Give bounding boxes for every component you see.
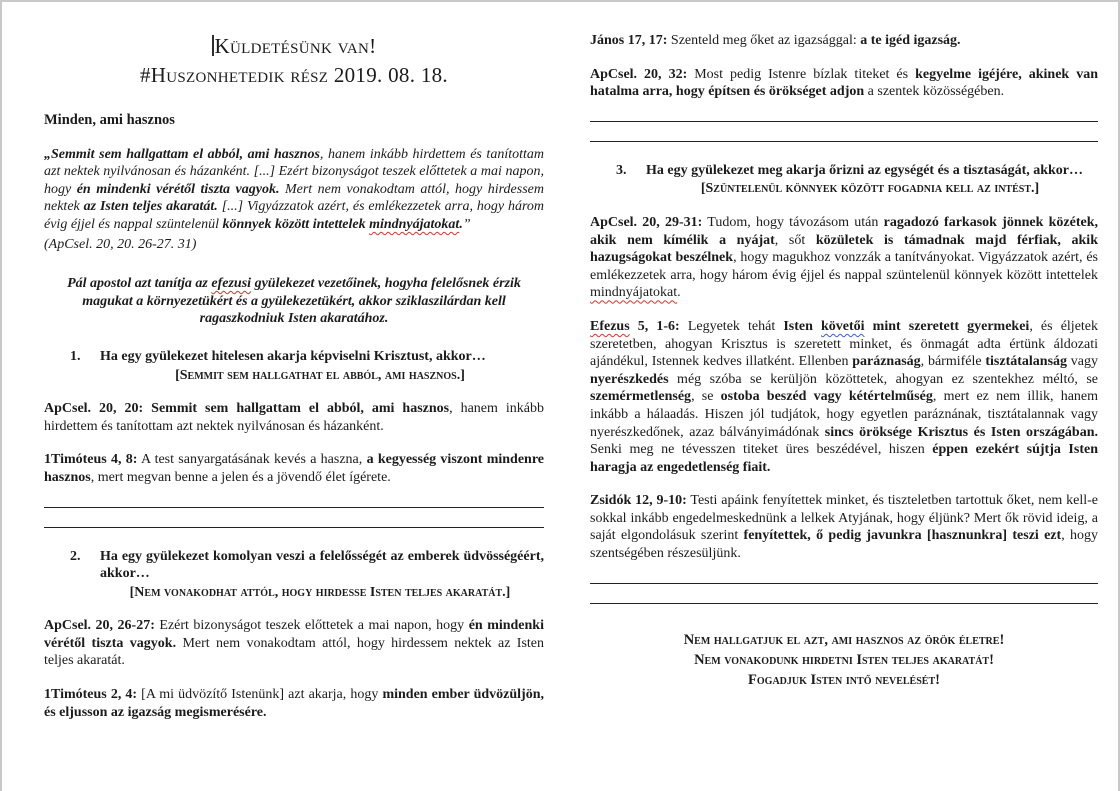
text-run: Ha egy gyülekezet hitelesen akarja képviselni Krisztust, akkor… (100, 348, 486, 364)
doc-title[interactable] (44, 32, 544, 90)
list-number: 1. (70, 348, 81, 364)
doc-title-line-1 (44, 32, 544, 61)
text-run: , hogy szentségében részesüljünk. (590, 528, 1098, 562)
text-run: . (459, 216, 463, 232)
spellchecked-word: mindnyájatokat (590, 285, 678, 301)
text-cursor-caret (212, 35, 214, 56)
verse-apcsel-20-20[interactable] (44, 400, 544, 435)
text-run: , hanem inkább hirdettem és tanítottam azt nektek nyilvánosan és házanként. [...] Ezért bizonyságot teszek előttetek a mai napon, hogy (44, 146, 544, 197)
text-run: éppen ezekért sújtja Isten haragja az engedetlenség fiait. (590, 442, 1098, 475)
text-run: Pál apostol azt tanítja az (67, 276, 212, 292)
fill-in-line[interactable] (44, 508, 544, 528)
spellchecked-word: mindnyájatokat (369, 216, 460, 232)
text-run: Legyetek tehát (679, 318, 784, 334)
verse-apcsel-20-26-27[interactable] (44, 617, 544, 670)
text-run: , hogy magukhoz vonzzák a tanítványokat. Vigyázzatok azért, és emlékezzetek arra, hogy három évig éjjel és nappal szüntelenül könnyek között intettelek (590, 250, 1098, 283)
verse-janos-17-17[interactable] (590, 32, 1098, 50)
text-run: ” (462, 216, 471, 232)
text-run: Zsidók 12, 9-10: (590, 493, 687, 509)
list-number: 3. (616, 162, 627, 178)
text-run: ApCsel. 20, 20: Semmit sem hallgattam el abból, ami hasznos (44, 401, 450, 417)
text-run: Isten (783, 318, 821, 334)
text-run: Szenteld meg őket az igazsággal: (667, 33, 861, 48)
text-run: Testi apáink fenyítettek minket, és tiszteletben tartottuk őket, nem kell-e sokkal inkább engedelmeskednünk a lelkek Atyjának, hogy éljünk? Mert ők rövid ideig, a saját elgondolásuk szerint (590, 493, 1099, 544)
text-run: [Semmit sem hallgathat el abból, ami hasznos.] (175, 367, 465, 383)
text-run: fenyítettek, ő pedig javunkra [hasznunkra] teszi ezt (743, 528, 1062, 544)
point-3-answer[interactable] (590, 180, 1098, 198)
verse-zsidok-12-9-10[interactable] (590, 492, 1098, 562)
text-run: , hanem inkább hirdettem és tanítottam azt nektek nyilvánosan és házanként. (44, 401, 544, 434)
closing-line-1: Nem hallgatjuk el azt, ami hasznos az örök életre! (683, 631, 1005, 648)
text-run: minden ember üdvözüljön, és eljusson az igazság megismerésére. (44, 687, 544, 720)
text-run: , mert ez nem illik, hanem inkább a hálaadás. Hiszen jól tudjátok, hogy egyetlen paráznának, tisztátalannak vagy nyerészkedőnek, azaz bálványimádónak (590, 389, 1099, 440)
text-run: a kegyesség viszont mindenre hasznos (44, 452, 545, 485)
summary-statement[interactable] (44, 275, 544, 328)
text-run: [A mi üdvözítő Istenünk] azt akarja, hogy (137, 687, 383, 703)
text-run: Senki meg ne tévesszen titeket üres beszédével, hiszen (590, 442, 933, 458)
point-1-answer[interactable] (44, 367, 544, 385)
text-run: ragadozó farkasok jönnek közétek, akik nem kímélik a nyájat (590, 214, 1098, 248)
spellchecked-word: efezusi (211, 276, 252, 292)
list-number: 2. (70, 548, 81, 564)
text-run: , mert megvan benne a jelen és a jövendő élet ígérete. (90, 469, 391, 485)
text-run: tisztátalanság (985, 354, 1068, 370)
answer-fill-in-lines[interactable] (590, 564, 1098, 604)
verse-1timoteus-2-4[interactable] (44, 686, 544, 721)
text-run: paráznaság (852, 354, 921, 370)
closing-line-2: Nem vonakodunk hirdetni Isten teljes akaratát! (694, 651, 994, 668)
text-run: János 17, 17: (590, 33, 668, 48)
fill-in-line[interactable] (590, 564, 1098, 584)
closing-line-3: Fogadjuk Isten intő nevelését! (748, 671, 940, 688)
text-run: Ezért bizonyságot teszek előttetek a mai napon, hogy (154, 618, 469, 634)
quote-reference[interactable] (44, 236, 544, 254)
text-run: ostoba beszéd vagy kétértelműség (720, 389, 933, 405)
point-1[interactable] (44, 348, 544, 366)
text-run: gyülekezet vezetőinek, hogyha felelősnek érzik magukat a környezetükért és a gyülekezetükért, akkor sziklaszilárdan kell ragaszkodniuk Isten akaratához. (82, 276, 521, 327)
text-run: , és éljetek szeretetben, ahogyan Krisztus is szeretett minket, és önmagát adta értünk áldozati ajándékul, Istennek kedves illatként. Ellenben (590, 318, 1099, 370)
text-run: én mindenki vérétől tiszta vagyok. (44, 618, 544, 651)
text-run: 5, 1-6: (629, 318, 680, 334)
scripture-quote-apcsel-20[interactable] (44, 146, 544, 234)
text-run: én mindenki vérétől tiszta vagyok. (76, 181, 280, 197)
title-text: Küldetésünk van! (214, 34, 377, 58)
text-run: Ha egy gyülekezet meg akarja őrizni az egységét és a tisztaságát, akkor… (646, 162, 1084, 178)
text-run: Ha egy gyülekezet komolyan veszi a felelősségét az emberek üdvösségéért, akkor… (100, 548, 544, 582)
text-run: Most pedig Istenre bízlak titeket és (687, 66, 916, 82)
text-run: ApCsel. 20, 29-31: (590, 214, 703, 230)
text-run: mint szeretett gyermekei (864, 318, 1030, 334)
doc-title-line-2 (44, 61, 544, 90)
text-run: Mert nem vonakodtam attól, hogy hirdessem nektek az Isten teljes akaratát. (44, 635, 544, 669)
text-run: 1Timóteus 2, 4: (44, 687, 138, 703)
text-run: A test sanyargatásának kevés a haszna, (137, 452, 367, 468)
verse-efezus-5-1-6[interactable] (590, 318, 1098, 476)
spellchecked-word: Efezus (590, 318, 630, 334)
answer-fill-in-lines[interactable] (44, 488, 544, 528)
spellchecked-word: követői (821, 318, 865, 334)
text-run: , se (691, 389, 721, 405)
fill-in-line[interactable] (590, 584, 1098, 604)
text-run: szemérmetlenség (590, 389, 692, 405)
text-run: „Semmit sem hallgattam el abból, ami hasznos (44, 146, 320, 162)
closing-declarations[interactable] (590, 630, 1098, 690)
list-item-text (646, 162, 1098, 180)
text-run: könnyek között intettelek (222, 216, 370, 232)
point-2[interactable] (44, 548, 544, 583)
text-run: [Nem vonakodhat attól, hogy hirdesse Isten teljes akaratát.] (129, 584, 511, 600)
text-run: , bármiféle (920, 354, 986, 370)
fill-in-line[interactable] (590, 122, 1098, 142)
right-column (590, 32, 1098, 791)
point-2-answer[interactable] (44, 584, 544, 602)
text-run: 1Timóteus 4, 8: (44, 452, 138, 468)
list-item-text (100, 548, 544, 583)
section-heading[interactable] (44, 112, 544, 130)
text-run: a szentek közösségében. (864, 84, 1005, 100)
text-run: közületek is támadnak majd férfiak, akik hazugságokat beszélnek (590, 232, 1098, 266)
text-run: az Isten teljes akaratát. (83, 199, 218, 215)
point-3[interactable] (590, 162, 1098, 180)
text-run: nyerészkedés (590, 371, 669, 387)
text-run: ApCsel. 20, 32: (590, 66, 688, 82)
text-run: Minden, ami hasznos (44, 112, 175, 128)
text-run: [...] Vigyázzatok azért, és emlékezzetek arra, hogy három évig éjjel és nappal szüntelenül (44, 199, 545, 232)
fill-in-line[interactable] (44, 488, 544, 508)
text-run: még szóba se kerüljön közöttetek, ahogyan ez szentekhez méltó, se (668, 371, 1098, 387)
list-item-text (100, 348, 544, 366)
title-text: #Huszonhetedik rész 2019. 08. 18. (140, 63, 448, 87)
text-run: . (677, 285, 681, 301)
text-run: sincs öröksége Krisztus és Isten országában. (824, 424, 1098, 440)
text-run: Tudom, hogy távozásom után (702, 214, 884, 230)
text-run: vagy (1067, 354, 1099, 370)
left-column (44, 32, 544, 791)
verse-apcsel-20-29-31[interactable] (590, 214, 1098, 302)
text-run: Mert nem vonakodtam attól, hogy hirdessem nektek (44, 181, 544, 215)
verse-1timoteus-4-8[interactable] (44, 451, 544, 486)
text-run: ApCsel. 20, 26-27: (44, 618, 155, 634)
text-run: [Szüntelenül könnyek között fogadnia kell az intést.] (700, 181, 1040, 197)
fill-in-line[interactable] (590, 102, 1098, 122)
text-run: (ApCsel. 20, 20. 26-27. 31) (44, 236, 197, 252)
text-run: kegyelme igéjére, akinek van hatalma arra, hogy építsen és örökséget adjon (590, 66, 1098, 100)
verse-apcsel-20-32[interactable] (590, 66, 1098, 101)
answer-fill-in-lines[interactable] (590, 102, 1098, 142)
text-run: a te igéd igazság. (860, 33, 961, 48)
text-run: , sőt (774, 232, 816, 248)
